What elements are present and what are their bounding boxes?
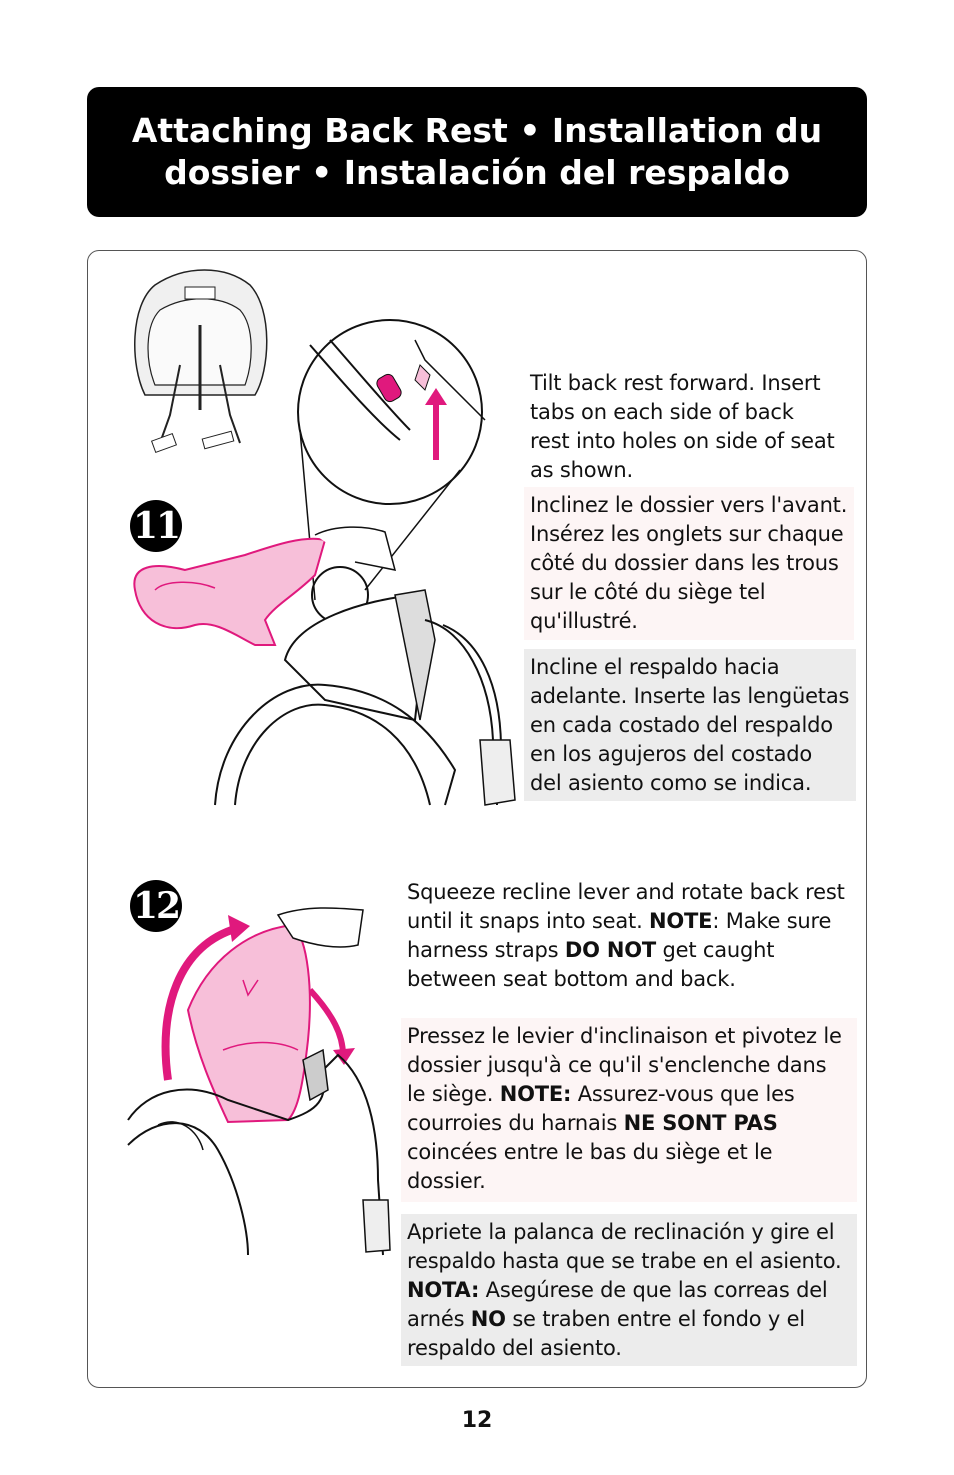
step-12-fr-part-b: Assurez-vous que les courroies du harnais: [407, 1082, 795, 1135]
step-12-en-part-a: Squeeze recline lever and rotate back rest until it snaps into seat.: [407, 880, 845, 933]
step-12-en-part-c: get caught between seat bottom and back.: [407, 938, 775, 991]
step-11-illustration: [125, 300, 525, 810]
step-11-text-en: Tilt back rest forward. Insert tabs on each side of back rest into holes on side of seat as shown.: [530, 371, 835, 482]
step-12-text-fr: [401, 1018, 857, 1202]
step-12-illustration: [128, 900, 398, 1255]
step-12-en-do-not: DO NOT: [564, 938, 657, 962]
step-12-es-part-a: Apriete la palanca de reclinación y gire el respaldo hasta que se trabe en el asiento.: [407, 1220, 842, 1273]
step-12-fr-part-c: coincées entre le bas du siège et le dossier.: [407, 1140, 773, 1193]
step-11-text-fr: Inclinez le dossier vers l'avant. Insérez les onglets sur chaque côté du dossier dans les trous sur le côté du siège tel qu'illustré.: [524, 487, 854, 640]
title-banner: [87, 87, 867, 217]
step-12-text-es: [401, 1214, 857, 1366]
step-12-es-no: NO: [470, 1307, 506, 1331]
step-12-es-part-b: Asegúrese de que las correas del arnés: [407, 1278, 828, 1331]
step-12-text-en: [407, 878, 847, 994]
step-12-en-note: NOTE: [649, 909, 713, 933]
step-12-badge: 12: [130, 880, 182, 932]
step-12-en-part-b: : Make sure harness straps: [407, 909, 832, 962]
page-title: Attaching Back Rest • Installation du dossier • Instalación del respaldo: [131, 111, 823, 192]
step-12-fr-part-a: Pressez le levier d'inclinaison et pivotez le dossier jusqu'à ce qu'il s'enclenche dans le siège.: [407, 1024, 842, 1106]
step-12-fr-ne-sont-pas: NE SONT PAS: [623, 1111, 778, 1135]
step-12-es-nota: NOTA:: [407, 1278, 480, 1302]
step-12-es-part-c: se traben entre el fondo y el respaldo del asiento.: [407, 1307, 805, 1360]
page-number: 12: [461, 1408, 493, 1433]
step-11-text-es: Incline el respaldo hacia adelante. Inserte las lengüetas en cada costado del respaldo en los agujeros del costado del asiento como se indica.: [524, 649, 856, 801]
step-12-fr-note: NOTE:: [499, 1082, 572, 1106]
step-11-badge: 11: [130, 500, 182, 552]
